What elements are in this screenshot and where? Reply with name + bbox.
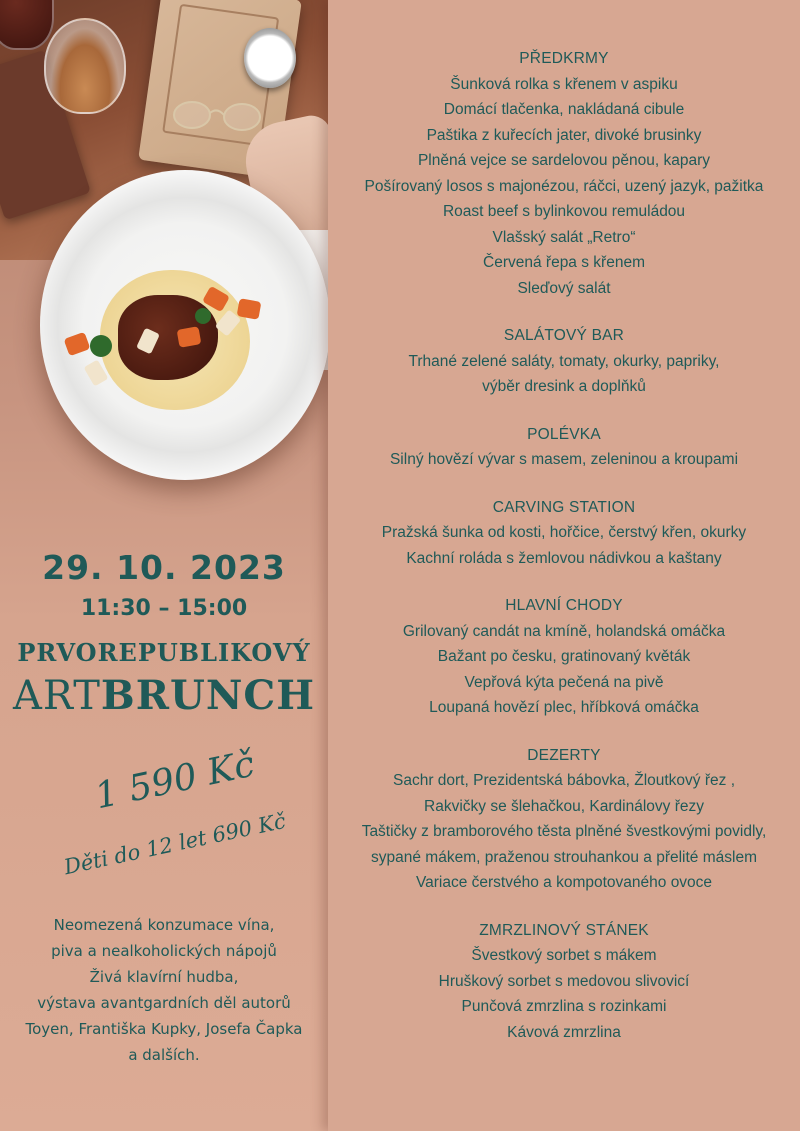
menu-item: Kachní roláda s žemlovou nádivkou a kaštany: [406, 549, 722, 567]
menu-section-title: ZMRZLINOVÝ STÁNEK: [479, 921, 649, 939]
menu-item: Sleďový salát: [517, 279, 611, 297]
menu-item: Silný hovězí vývar s masem, zeleninou a kroupami: [389, 451, 739, 468]
menu-item: Loupaná hovězí plec, hříbková omáčka: [429, 699, 699, 716]
menu-section: [328, 323, 800, 400]
note-line: Živá klavírní hudba,: [89, 968, 239, 986]
menu-item: Šunková rolka s křenem v aspiku: [450, 75, 678, 93]
menu-section: [328, 743, 800, 896]
price-kids: Děti do 12 let 690 Kč: [61, 808, 288, 880]
pocket-watch-icon: [244, 28, 296, 88]
menu-section: [328, 495, 800, 572]
note-line: Neomezená konzumace vína,: [53, 916, 275, 934]
menu-item: Roast beef s bylinkovou remuládou: [442, 203, 686, 220]
menu-item: Taštičky z bramborového těsta plněné švestkovými povidly,: [361, 823, 767, 840]
menu-section: [328, 422, 800, 473]
price: 1 590 Kč: [91, 743, 259, 818]
menu-item: Paštika z kuřecích jater, divoké brusinky: [426, 126, 702, 144]
menu-section: [328, 918, 800, 1046]
event-date: 29. 10. 2023: [42, 548, 286, 587]
event-title-line1: PRVOREPUBLIKOVÝ: [17, 638, 311, 667]
event-title-line2: [0, 672, 328, 719]
menu-section-title: DEZERTY: [527, 746, 601, 764]
herb-leaf: [90, 335, 112, 357]
menu-section: [328, 593, 800, 721]
herb-leaf: [195, 308, 211, 324]
event-time: 11:30 – 15:00: [80, 596, 248, 621]
menu-item: Vepřová kýta pečená na pivě: [464, 673, 664, 691]
carrot-piece: [177, 326, 202, 348]
menu-item: Švestkový sorbet s mákem: [471, 947, 657, 964]
menu-item: Punčová zmrzlina s rozinkami: [461, 998, 667, 1015]
menu-item: Kávová zmrzlina: [507, 1023, 621, 1041]
menu-item: Grilovaný candát na kmíně, holandská omáčka: [402, 622, 726, 640]
menu-section-title: CARVING STATION: [492, 498, 636, 516]
menu-section-title: HLAVNÍ CHODY: [505, 597, 623, 614]
menu-item: Pražská šunka od kosti, hořčice, čerstvý křen, okurky: [381, 524, 747, 541]
event-title-art: ART: [12, 673, 101, 719]
menu-item: Plněná vejce se sardelovou pěnou, kapary: [417, 152, 711, 169]
menu-section-title: POLÉVKA: [527, 425, 601, 443]
menu-item: výběr dresink a doplňků: [482, 378, 646, 395]
menu-panel: [328, 0, 800, 1131]
brandy-glass: [44, 18, 126, 114]
note-line: výstava avantgardních děl autorů: [37, 994, 291, 1012]
menu-item: Sachr dort, Prezidentská bábovka, Žloutkový řez ,: [392, 772, 736, 789]
event-title-brunch: BRUNCH: [100, 672, 316, 719]
food-photo: [0, 0, 328, 500]
menu-item: Hruškový sorbet s medovou slivovicí: [438, 972, 690, 990]
spectacles-icon: [170, 95, 270, 135]
menu-item: Domácí tlačenka, nakládaná cibule: [443, 101, 685, 118]
menu-item: Trhané zelené saláty, tomaty, okurky, papriky,: [408, 352, 720, 370]
menu-section-title: PŘEDKRMY: [519, 50, 609, 67]
menu-section: [328, 46, 800, 301]
menu-item: Rakvičky se šlehačkou, Kardinálovy řezy: [424, 797, 704, 815]
carrot-piece: [237, 298, 262, 320]
note-line: piva a nealkoholických nápojů: [51, 942, 277, 960]
event-notes: [0, 912, 328, 1068]
menu-item: Variace čerstvého a kompotovaného ovoce: [415, 874, 713, 891]
menu-item: Červená řepa s křenem: [483, 254, 645, 271]
menu-item: Bažant po česku, gratinovaný květák: [437, 648, 691, 665]
menu-item: Pošírovaný losos s majonézou, ráčci, uzený jazyk, pažitka: [364, 177, 764, 195]
note-line: Toyen, Františka Kupky, Josefa Čapka: [25, 1020, 303, 1038]
note-line: a dalších.: [128, 1046, 200, 1064]
menu-item: sypané mákem, praženou strouhankou a přelité máslem: [371, 848, 757, 866]
menu-section-title: SALÁTOVÝ BAR: [503, 327, 625, 344]
left-panel: [0, 0, 328, 1131]
menu-item: Vlašský salát „Retro“: [492, 228, 636, 246]
